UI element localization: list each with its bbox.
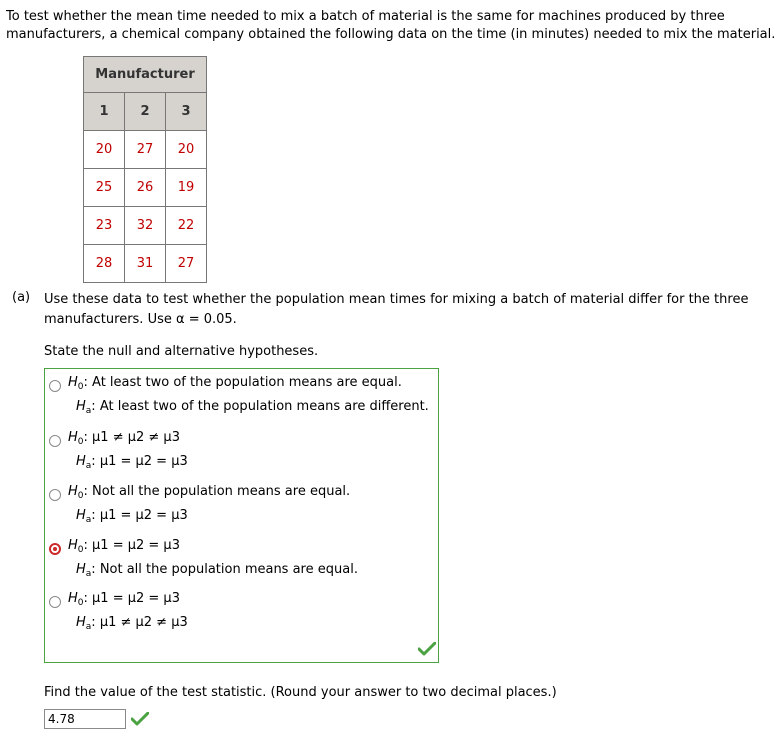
table-cell: 23 (84, 207, 125, 245)
table-row (84, 131, 207, 169)
table-row (84, 169, 207, 207)
table-cell: 26 (125, 169, 166, 207)
radio-button[interactable] (49, 596, 61, 608)
find-prompt: Find the value of the test statistic. (Round your answer to two decimal places.) (44, 685, 557, 700)
option-h0-text: μ1 = μ2 = μ3 (92, 538, 180, 553)
table-cell: 20 (84, 131, 125, 169)
table-cell: 20 (166, 131, 207, 169)
option-ha-text: μ1 ≠ μ2 ≠ μ3 (99, 615, 188, 630)
table-title: Manufacturer (84, 57, 207, 93)
correct-check-icon (418, 642, 436, 656)
radio-button[interactable] (49, 489, 61, 501)
state-prompt: State the null and alternative hypotheses. (44, 344, 319, 359)
option-ha-text: μ1 = μ2 = μ3 (99, 454, 188, 469)
option-ha-text: μ1 = μ2 = μ3 (99, 508, 188, 523)
table-cell: 27 (166, 245, 207, 283)
problem-intro: To test whether the mean time needed to mix a batch of material is the same for machines produced by three manufacturers, a chemical company obtained the following data on the time (in minutes) needed to mix the material. (6, 9, 776, 42)
table-row (84, 245, 207, 283)
table-cell: 25 (84, 169, 125, 207)
table-row (84, 207, 207, 245)
col-header-2: 2 (125, 93, 166, 131)
data-table (83, 56, 207, 283)
table-cell: 28 (84, 245, 125, 283)
table-cell: 32 (125, 207, 166, 245)
part-label: (a) (12, 290, 31, 305)
table-cell: 22 (166, 207, 207, 245)
col-header-3: 3 (166, 93, 207, 131)
table-cell: 27 (125, 131, 166, 169)
option-h0-text: μ1 = μ2 = μ3 (92, 591, 180, 606)
option-h0-text: At least two of the population means are equal. (92, 375, 402, 390)
table-cell: 31 (125, 245, 166, 283)
test-statistic-input[interactable]: 4.78 (44, 709, 126, 729)
radio-button[interactable] (49, 380, 61, 392)
table-cell: 19 (166, 169, 207, 207)
option-ha-text: At least two of the population means are different. (99, 399, 429, 414)
option-h0-text: μ1 ≠ μ2 ≠ μ3 (92, 430, 180, 445)
option-h0-text: Not all the population means are equal. (92, 484, 351, 499)
radio-button[interactable] (49, 435, 61, 447)
correct-check-icon (131, 712, 149, 726)
hypothesis-answer-box: $H_0$: At least two of the population means are equal. $H_a$: At least two of the population means are different. $H_0$: μ1 ≠ μ2 ≠ μ3 $H_a$: μ1 = μ2 = μ3 $H_0$: Not all the population means are equal. $H_a$: μ1 = μ2 = μ3 $H_0$: μ1 = μ2 = μ3 $H_a$: Not all the population means are equal. $H_0$: μ1 = μ2 = μ3 $H_a$: μ1 ≠ μ2 ≠ μ3 (44, 368, 439, 663)
option-ha-text: Not all the population means are equal. (99, 562, 358, 577)
col-header-1: 1 (84, 93, 125, 131)
part-question: Use these data to test whether the population mean times for mixing a batch of material differ for the three manufacturers. Use α = 0.05. (44, 292, 749, 327)
radio-button-selected[interactable] (49, 543, 61, 555)
